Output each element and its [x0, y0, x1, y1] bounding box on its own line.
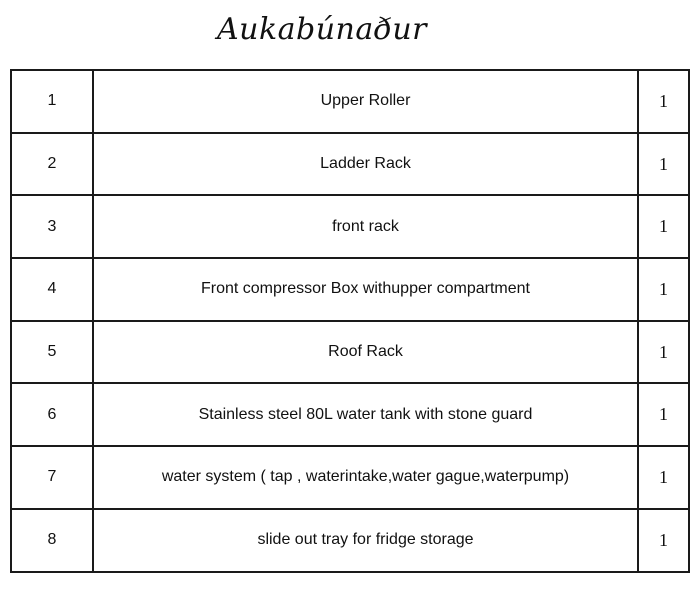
item-description: Upper Roller	[93, 70, 638, 133]
table-row	[11, 258, 689, 321]
item-description: front rack	[93, 195, 638, 258]
item-quantity: 1	[638, 321, 689, 384]
row-number: 8	[11, 509, 93, 572]
item-quantity: 1	[638, 383, 689, 446]
table-row	[11, 509, 689, 572]
item-description: Front compressor Box withupper compartment	[93, 258, 638, 321]
item-quantity: 1	[638, 509, 689, 572]
table-row	[11, 133, 689, 196]
row-number: 5	[11, 321, 93, 384]
table-row	[11, 70, 689, 133]
accessories-table	[10, 69, 690, 573]
page-title: Aukabúnaður	[216, 12, 427, 47]
row-number: 4	[11, 258, 93, 321]
item-description: Roof Rack	[93, 321, 638, 384]
row-number: 6	[11, 383, 93, 446]
row-number: 3	[11, 195, 93, 258]
table-row	[11, 383, 689, 446]
table-row	[11, 321, 689, 384]
item-quantity: 1	[638, 70, 689, 133]
row-number: 1	[11, 70, 93, 133]
item-description: slide out tray for fridge storage	[93, 509, 638, 572]
item-quantity: 1	[638, 133, 689, 196]
table-row	[11, 446, 689, 509]
item-description: Ladder Rack	[93, 133, 638, 196]
item-quantity: 1	[638, 195, 689, 258]
item-quantity: 1	[638, 258, 689, 321]
table-row	[11, 195, 689, 258]
item-description: Stainless steel 80L water tank with stone guard	[93, 383, 638, 446]
row-number: 7	[11, 446, 93, 509]
item-description: water system ( tap , waterintake,water gague,waterpump)	[93, 446, 638, 509]
item-quantity: 1	[638, 446, 689, 509]
row-number: 2	[11, 133, 93, 196]
